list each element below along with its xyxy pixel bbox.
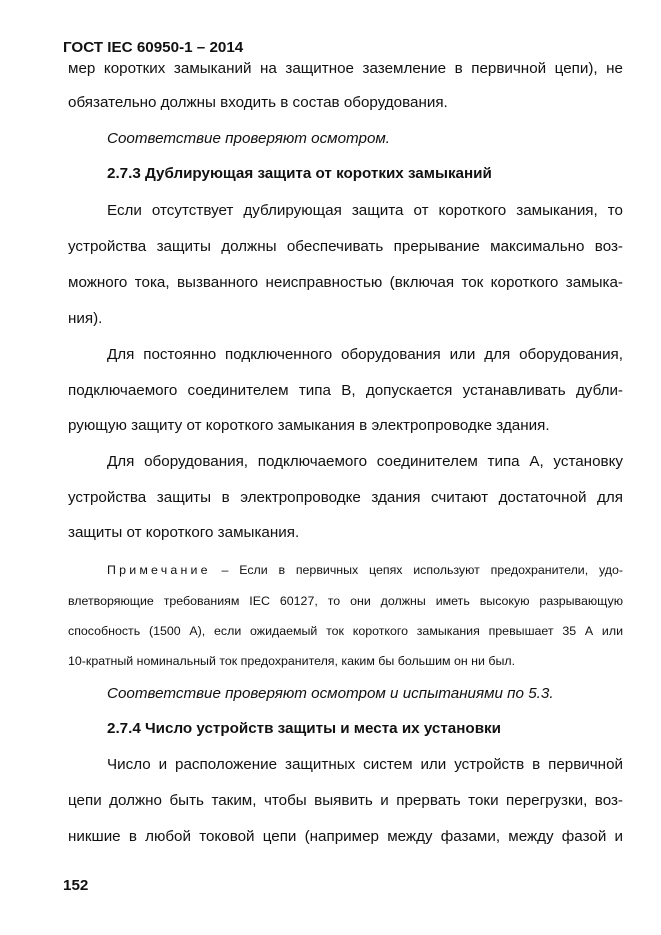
note-line: способность (1500 А), если ожидаемый ток короткого замыкания превышает 35 А или xyxy=(68,624,623,638)
compliance-note: Соответствие проверяют осмотром. xyxy=(107,130,391,147)
page-number: 152 xyxy=(63,877,89,894)
note-line: влетворяющие требованиям IEC 60127, то они должны иметь высокую разрывающую xyxy=(68,594,623,608)
document-header: ГОСТ IEC 60950-1 – 2014 xyxy=(63,39,244,56)
text-line: мер коротких замыканий на защитное заземление в первичной цепи), не xyxy=(68,60,623,77)
text-line: никшие в любой токовой цепи (например между фазами, между фазой и xyxy=(68,828,623,845)
text-line: Для постоянно подключенного оборудования или для оборудования, xyxy=(107,346,623,363)
note-text: – Если в первичных цепях используют предохранители, удо- xyxy=(210,563,623,577)
text-line: устройства защиты в электропроводке здания считают достаточной для xyxy=(68,489,623,506)
text-line: Для оборудования, подключаемого соединителем типа А, установку xyxy=(107,453,623,470)
text-line: можного тока, вызванного неисправностью (включая ток короткого замыка- xyxy=(68,274,623,291)
text-line: Число и расположение защитных систем или устройств в первичной xyxy=(107,756,623,773)
note-line: 10-кратный номинальный ток предохранителя, каким бы большим он ни был. xyxy=(68,654,516,668)
section-heading: 2.7.3 Дублирующая защита от коротких замыканий xyxy=(107,165,492,182)
note-label: Примечание xyxy=(107,563,211,577)
text-line: защиты от короткого замыкания. xyxy=(68,524,300,541)
compliance-note: Соответствие проверяют осмотром и испытаниями по 5.3. xyxy=(107,685,554,702)
text-line: ния). xyxy=(68,310,103,327)
text-line: Если отсутствует дублирующая защита от короткого замыкания, то xyxy=(107,202,623,219)
text-line: обязательно должны входить в состав оборудования. xyxy=(68,94,448,111)
text-line: устройства защиты должны обеспечивать прерывание максимально воз- xyxy=(68,238,623,255)
note-line xyxy=(107,561,623,579)
section-heading: 2.7.4 Число устройств защиты и места их установки xyxy=(107,720,501,737)
text-line: рующую защиту от короткого замыкания в электропроводке здания. xyxy=(68,417,550,434)
text-line: подключаемого соединителем типа В, допускается устанавливать дубли- xyxy=(68,382,623,399)
text-line: цепи должно быть таким, чтобы выявить и прервать токи перегрузки, воз- xyxy=(68,792,623,809)
